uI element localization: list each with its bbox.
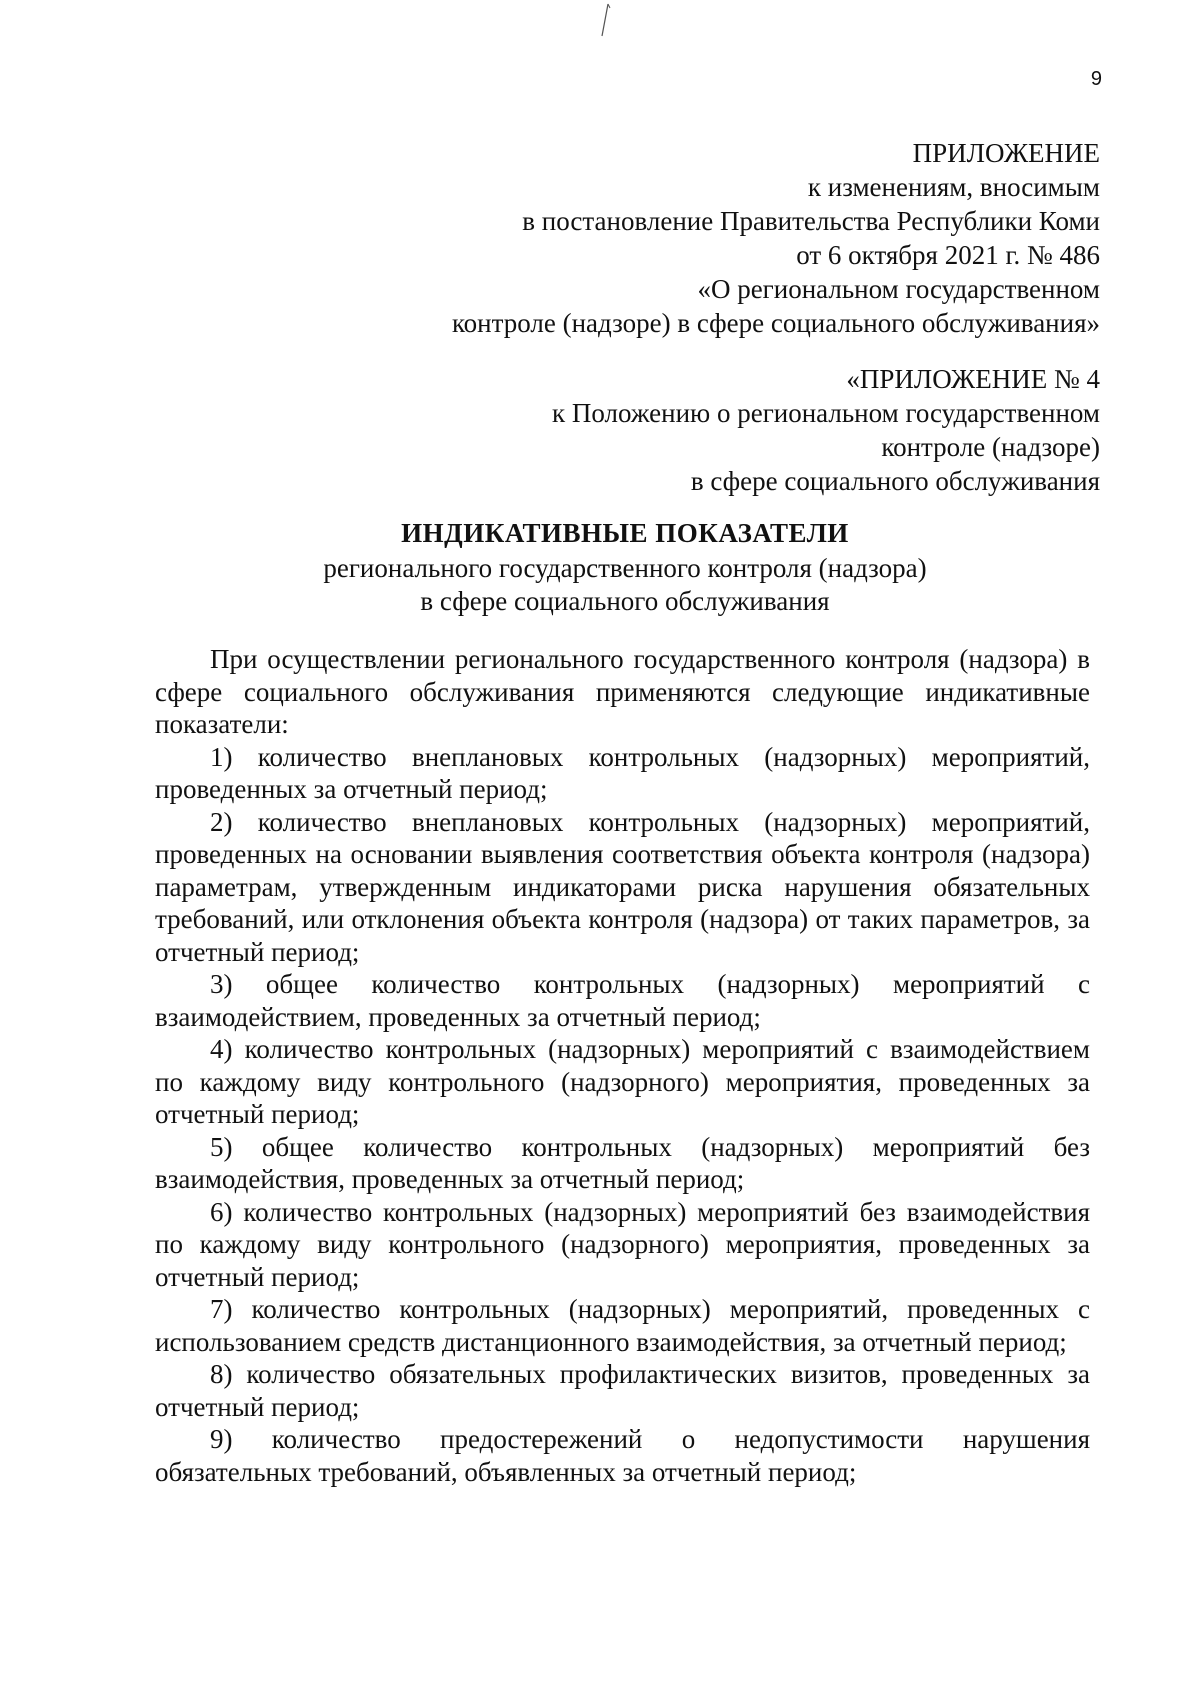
list-item: 3) общее количество контрольных (надзорных) мероприятий с взаимодействием, проведенных за отчетный период; [155, 969, 1090, 1032]
annex-header-line: «О региональном государственном [697, 274, 1100, 304]
list-item: 9) количество предостережений о недопустимости нарушения обязательных требований, объявленных за отчетный период; [155, 1424, 1090, 1487]
annex-header-line: от 6 октября 2021 г. № 486 [796, 240, 1100, 270]
annex-header-line: в постановление Правительства Республики Коми [522, 206, 1100, 236]
annex-header-line: контроле (надзоре) в сфере социального обслуживания» [451, 308, 1100, 338]
intro-paragraph: При осуществлении регионального государственного контроля (надзора) в сфере социального обслуживания применяются следующие индикативные показатели: [155, 644, 1090, 739]
document-title [150, 517, 1100, 618]
appendix-header-line: к Положению о региональном государственном [552, 398, 1100, 428]
appendix-header-line: контроле (надзоре) [881, 432, 1100, 462]
document-body [155, 643, 1090, 1488]
annex-header [452, 136, 1100, 340]
list-item: 8) количество обязательных профилактических визитов, проведенных за отчетный период; [155, 1359, 1090, 1422]
list-item: 5) общее количество контрольных (надзорных) мероприятий без взаимодействия, проведенных за отчетный период; [155, 1131, 1090, 1194]
list-item: 1) количество внеплановых контрольных (надзорных) мероприятий, проведенных за отчетный период; [155, 741, 1090, 804]
scan-artifact-mark [598, 2, 612, 38]
list-item: 6) количество контрольных (надзорных) мероприятий без взаимодействия по каждому виду контрольного (надзорного) мероприятия, проведенных за отчетный период; [155, 1196, 1090, 1292]
title-subtitle: в сфере социального обслуживания [420, 586, 830, 616]
annex-header-line: ПРИЛОЖЕНИЕ [912, 138, 1100, 168]
list-item: 2) количество внеплановых контрольных (надзорных) мероприятий, проведенных на основании выявления соответствия объекта контроля (надзора) параметрам, утвержденным индикаторами риска нарушения обязательных требований, или отклонения объекта контроля (надзора) от таких параметров, за отчетный период; [155, 806, 1090, 967]
appendix-header-line: «ПРИЛОЖЕНИЕ № 4 [846, 364, 1100, 394]
list-item: 7) количество контрольных (надзорных) мероприятий, проведенных с использованием средств дистанционного взаимодействия, за отчетный период; [155, 1294, 1090, 1357]
page-number: 9 [1090, 68, 1102, 90]
annex-header-line: к изменениям, вносимым [807, 172, 1100, 202]
appendix-header-line: в сфере социального обслуживания [690, 466, 1100, 496]
list-item: 4) количество контрольных (надзорных) мероприятий с взаимодействием по каждому виду контрольного (надзорного) мероприятия, проведенных за отчетный период; [155, 1034, 1090, 1129]
title-subtitle: регионального государственного контроля (надзора) [323, 553, 927, 583]
title-main: ИНДИКАТИВНЫЕ ПОКАЗАТЕЛИ [401, 518, 849, 548]
appendix-header [552, 362, 1100, 498]
